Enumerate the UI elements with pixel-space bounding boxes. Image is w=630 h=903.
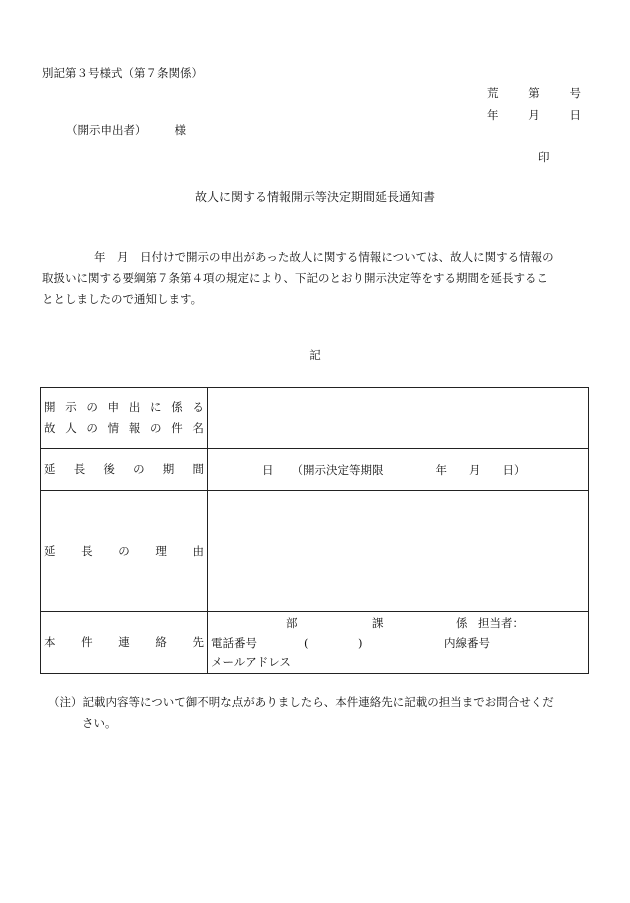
- value-contact[interactable]: [208, 612, 589, 674]
- footnote-line-2: さい。: [82, 716, 117, 730]
- contact-section: 課: [372, 616, 384, 630]
- contact-person: 担当者：: [478, 616, 524, 630]
- period-day-close: 日）: [502, 462, 526, 477]
- label-char: の: [150, 421, 162, 435]
- label-char: 理: [155, 543, 167, 558]
- label-subject-line-2: [44, 418, 204, 439]
- document-title: 故人に関する情報開示等決定期間延長通知書: [194, 190, 435, 204]
- form-id: 別記第３号様式（第７条関係）: [42, 66, 203, 80]
- date-day: 日: [569, 108, 581, 122]
- value-period[interactable]: [208, 449, 589, 491]
- seal-mark: 印: [538, 150, 550, 164]
- ki-heading: 記: [309, 348, 321, 362]
- label-char: 延: [44, 543, 56, 558]
- table-row-reason: [41, 491, 589, 612]
- contact-phone-paren-open: (: [304, 636, 309, 650]
- label-subject-line-1: [44, 397, 204, 418]
- label-char: 係: [171, 400, 183, 414]
- date-year: 年: [487, 108, 499, 122]
- body-line-2: 取扱いに関する要綱第７条第４項の規定により、下記のとおり開示決定等をする期間を延長するこ: [42, 271, 548, 285]
- contact-unit: 係: [456, 616, 468, 630]
- label-char: の: [86, 400, 98, 414]
- label-char: 人: [65, 421, 77, 435]
- label-char: 報: [128, 421, 141, 435]
- table-row-contact: [41, 612, 589, 674]
- label-char: 本: [44, 635, 56, 649]
- table-row-subject: [41, 388, 589, 449]
- label-subject: [41, 388, 208, 449]
- label-char: 由: [192, 543, 204, 558]
- label-char: 件: [81, 635, 93, 649]
- label-char: 情: [107, 421, 120, 435]
- label-char: に: [150, 400, 162, 414]
- value-subject[interactable]: [208, 388, 589, 449]
- label-period: [41, 449, 208, 491]
- label-char: 期: [162, 462, 175, 476]
- footnote: [48, 697, 554, 709]
- label-char: 後: [103, 462, 115, 476]
- label-char: 長: [81, 543, 93, 558]
- addressee-label: （開示申出者）: [66, 123, 147, 137]
- label-char: 絡: [155, 635, 167, 649]
- period-year: 年: [435, 462, 447, 477]
- label-char: 連: [118, 635, 130, 649]
- number-dai: 第: [528, 86, 540, 100]
- footnote-line-1: 記載内容等について御不明な点がありましたら、本件連絡先に記載の担当までお問合せくだ: [82, 695, 554, 709]
- label-char: の: [133, 462, 145, 476]
- label-char: 出: [128, 400, 141, 414]
- label-contact: [41, 612, 208, 674]
- contact-phone-paren-close: ): [358, 636, 363, 650]
- footnote-mark: （注）: [48, 695, 83, 709]
- label-char: 間: [192, 462, 204, 476]
- period-month: 月: [469, 462, 481, 477]
- value-reason[interactable]: [208, 491, 589, 612]
- date-month: 月: [528, 108, 540, 122]
- body-line-3: ととしましたので通知します。: [42, 292, 203, 306]
- label-char: 故: [44, 421, 56, 435]
- table-row-period: [41, 449, 589, 491]
- label-char: の: [86, 421, 98, 435]
- label-char: の: [118, 543, 130, 558]
- contact-dept: 部: [286, 616, 298, 630]
- body-paragraph: [42, 247, 588, 310]
- label-char: る: [192, 400, 204, 414]
- label-reason: [41, 491, 208, 612]
- info-table: [40, 387, 589, 674]
- label-char: 先: [192, 635, 204, 649]
- honorific: 様: [174, 123, 186, 137]
- number-prefix: 荒: [487, 86, 499, 100]
- document-number-line: [487, 88, 581, 100]
- label-char: 申: [107, 400, 120, 414]
- label-char: 名: [192, 421, 204, 435]
- period-day: 日: [262, 462, 274, 477]
- number-go: 号: [569, 86, 581, 100]
- addressee: [66, 125, 186, 137]
- label-char: 示: [65, 400, 77, 414]
- document-date-line: [487, 110, 581, 122]
- contact-extension-label: 内線番号: [444, 636, 490, 650]
- label-char: 長: [73, 462, 86, 476]
- label-char: 件: [171, 421, 183, 435]
- label-char: 延: [44, 462, 56, 476]
- period-deadline-label: （開示決定等期限: [291, 462, 384, 477]
- body-line-1: 年 月 日付けで開示の申出があった故人に関する情報については、故人に関する情報の: [94, 250, 554, 264]
- contact-phone-label: 電話番号: [211, 636, 257, 650]
- label-char: 開: [44, 400, 56, 414]
- contact-email-label: メールアドレス: [211, 655, 291, 669]
